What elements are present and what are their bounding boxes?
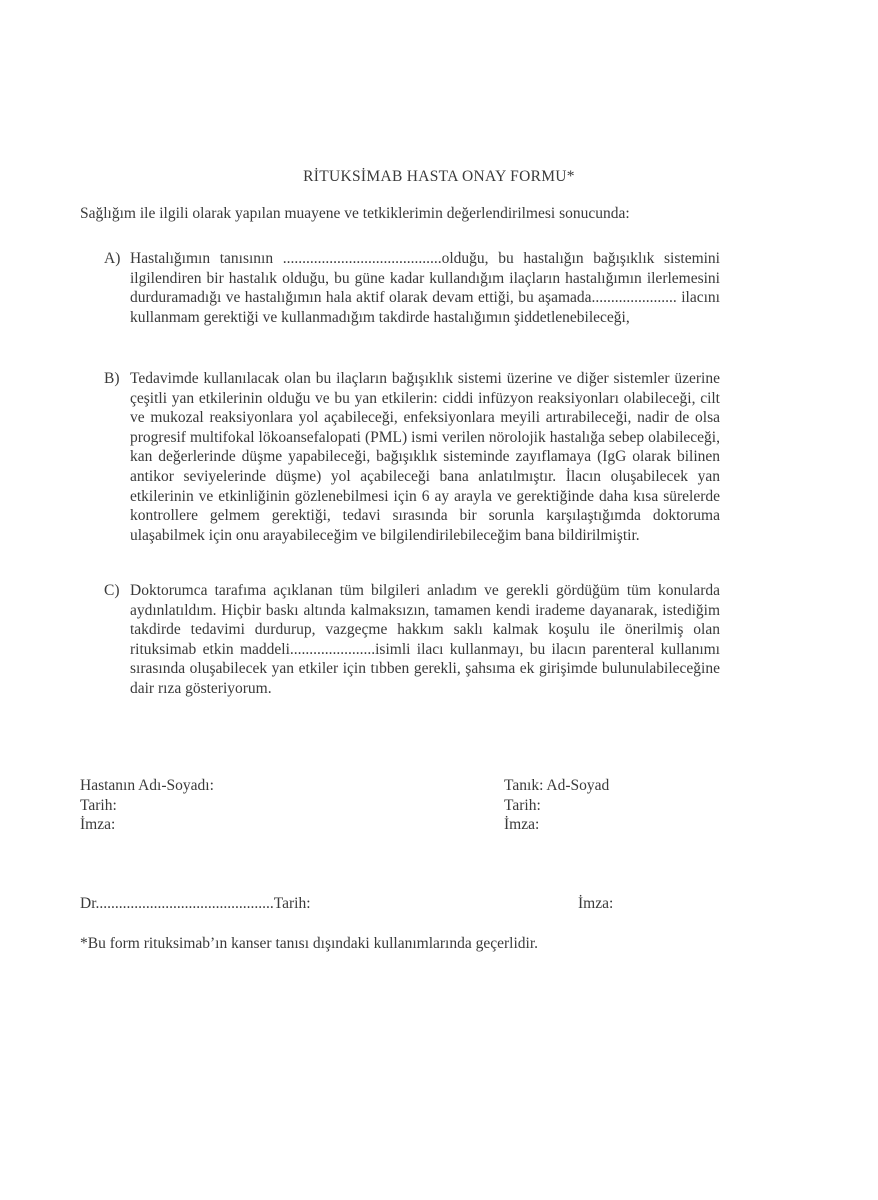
doctor-signature-label: İmza: [578, 895, 614, 912]
witness-date-label: Tarih: [504, 796, 541, 814]
clause-c [104, 581, 720, 699]
patient-date-label: Tarih: [80, 796, 117, 814]
patient-name-label: Hastanın Adı-Soyadı: [80, 777, 214, 794]
clause-a-letter: A) [104, 250, 121, 267]
clause-c-letter: C) [104, 582, 120, 599]
patient-signature-block [80, 776, 214, 835]
doctor-name-date-line: Dr..............................................Tarih: [80, 895, 311, 912]
patient-signature-label: İmza: [80, 816, 116, 833]
clause-c-text: Doktorumca tarafıma açıklanan tüm bilgileri anladım ve gerekli gördüğüm tüm konularda aydınlatıldım. Hiçbir baskı altında kalmaksızın, tamamen kendi irademe dayanarak, istediğim takdirde tedavimi durdurup, vazgeçme hakkım saklı kalmak koşulu ile önerilmiş olan rituksimab etkin maddeli......................isimli ilacı kullanmayı, bu ilacın parenteral kullanımı sırasında oluşabilecek yan etkiler için tıbben gerekli, şahsıma ek girişimde bulunulabileceğine dair rıza gösteriyorum. [130, 582, 720, 697]
witness-signature-label: İmza: [504, 816, 540, 833]
clause-a-text: Hastalığımın tanısının .........................................olduğu, bu hastalığın bağışıklık sistemini ilgilendiren bir hastalık olduğu, bu güne kadar kullandığım ilaçların hastalığımın ilerlemesini durduramadığı ve hastalığımın hala aktif olarak devam ettiği, bu aşamada...................... ilacını kullanmam gerektiği ve kullanmadığım takdirde hastalığımın şiddetlenebileceği, [130, 250, 720, 326]
form-title: RİTUKSİMAB HASTA ONAY FORMU* [303, 168, 575, 185]
form-footnote: *Bu form rituksimab’ın kanser tanısı dışındaki kullanımlarında geçerlidir. [80, 935, 539, 952]
clause-b-text: Tedavimde kullanılacak olan bu ilaçların bağışıklık sistemi üzerine ve diğer sistemler üzerine çeşitli yan etkilerinin olduğu ve bu yan etkilerin: ciddi infüzyon reaksiyonları olabileceği, cilt ve mukozal reaksiyonlara yol açabileceği, enfeksiyonlara meyili artırabileceği, nadir de olsa progresif multifokal lökoansefalopati (PML) ismi verilen nörolojik hastalığa sebep olabileceği, kan değerlerinde düşme yapabileceği, bağışıklık sisteminde zayıflamaya (IgG olarak bilinen antikor seviyelerinde düşme) yol açabileceği bana anlatılmıştır. İlacın oluşabilecek yan etkilerinin ve etkinliğinin gözlenebilmesi için 6 ay arayla ve gerektiğinde daha kısa sürelerde kontrollere gelmem gerektiği, tedavi sırasında bir sorunla karşılaştığımda doktoruma ulaşabilmek için onu arayabileceğim ve bilgilendirilebileceğim bana bildirilmiştir. [130, 370, 720, 544]
form-intro: Sağlığım ile ilgili olarak yapılan muayene ve tetkiklerimin değerlendirilmesi sonucunda: [80, 205, 630, 222]
witness-name-label: Tanık: Ad-Soyad [504, 777, 610, 794]
clause-a [104, 249, 720, 327]
clause-b-letter: B) [104, 370, 120, 387]
clause-b [104, 369, 720, 545]
witness-signature-block [504, 776, 609, 835]
